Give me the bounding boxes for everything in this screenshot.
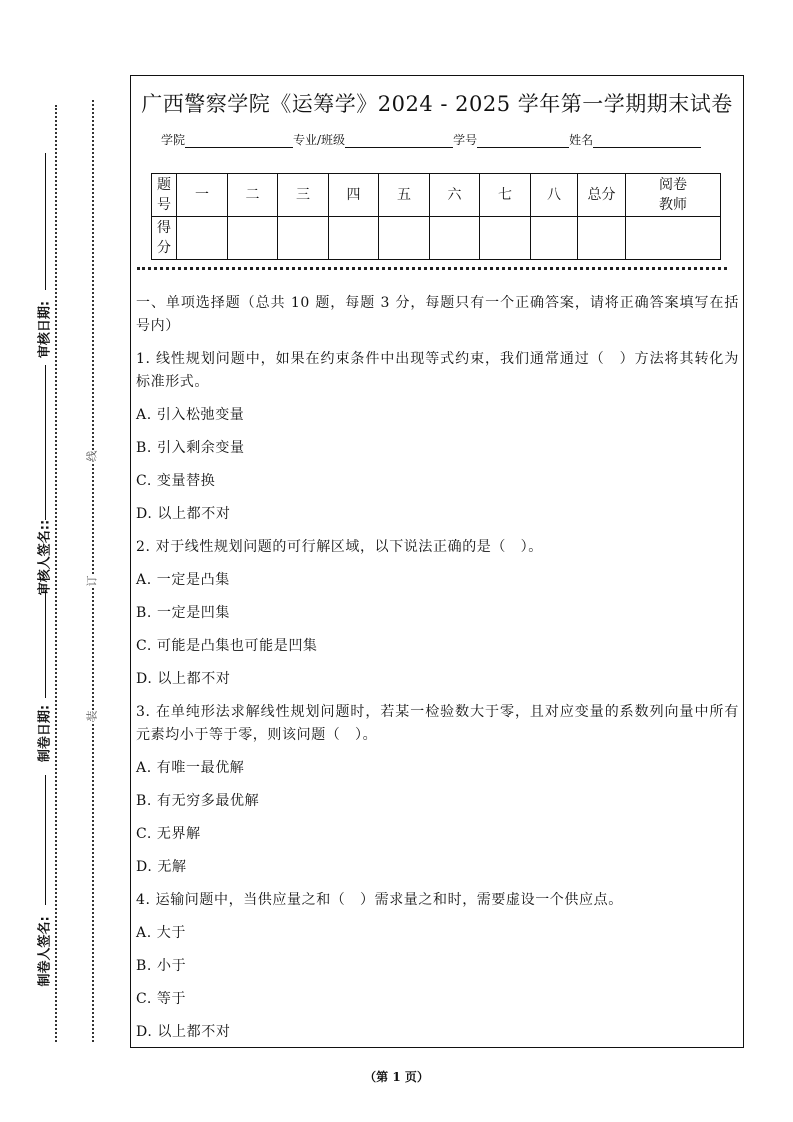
reviewer-sign-label: 审核人签名:: (37, 519, 53, 596)
option: C. 变量替换 (136, 473, 216, 489)
score-table (151, 173, 721, 260)
binding-mark-staple: 订 (85, 575, 99, 587)
option: A. 一定是凸集 (136, 572, 230, 588)
option: B. 一定是凹集 (136, 605, 230, 621)
signature-line (45, 153, 46, 290)
question-stem: 4. 运输问题中，当供应量之和（ ）需求量之和时，需要虚设一个供应点。 (136, 892, 623, 908)
binding-dotted-line-outer (55, 105, 57, 1042)
col-1: 一 (177, 174, 228, 217)
col-grader: 阅卷 教师 (626, 174, 721, 217)
option: A. 引入松弛变量 (136, 407, 245, 423)
score-table-header-row (152, 174, 721, 217)
signature-line (45, 775, 46, 905)
row-label-question: 题 号 (152, 174, 177, 217)
col-5: 五 (379, 174, 430, 217)
option: C. 无界解 (136, 826, 201, 842)
college-blank[interactable] (185, 133, 293, 148)
col-2: 二 (228, 174, 278, 217)
major-class-blank[interactable] (345, 133, 453, 148)
field-label-major-class: 专业/班级 (293, 133, 346, 147)
student-id-blank[interactable] (477, 133, 569, 148)
student-info-row (161, 131, 701, 148)
option: B. 有无穷多最优解 (136, 793, 260, 809)
option: A. 大于 (136, 925, 187, 941)
question-stem: 3. 在单纯形法求解线性规划问题时，若某一检验数大于零，且对应变量的系数列向量中所有元素均小于等于零，则该问题（ ）。 (136, 704, 739, 743)
score-cell[interactable] (177, 217, 228, 260)
question-stem: 2. 对于线性规划问题的可行解区域，以下说法正确的是（ ）。 (136, 539, 543, 555)
signature-line (45, 365, 46, 520)
option: B. 引入剩余变量 (136, 440, 245, 456)
maker-date-label: 制卷日期: (37, 704, 53, 763)
binding-dotted-line-inner (92, 100, 94, 1042)
option: D. 无解 (136, 859, 187, 875)
score-cell[interactable] (278, 217, 329, 260)
grader-cell[interactable] (626, 217, 721, 260)
exam-page-frame (130, 75, 744, 1048)
option: C. 可能是凸集也可能是凹集 (136, 638, 318, 654)
col-4: 四 (329, 174, 379, 217)
score-cell[interactable] (329, 217, 379, 260)
score-cell[interactable] (379, 217, 430, 260)
score-table-score-row (152, 217, 721, 260)
col-8: 八 (531, 174, 578, 217)
option: C. 等于 (136, 991, 187, 1007)
col-3: 三 (278, 174, 329, 217)
maker-sign-label: 制卷人签名: (37, 916, 53, 987)
score-cell[interactable] (430, 217, 480, 260)
option: B. 小于 (136, 958, 187, 974)
review-date-label: 审核日期: (37, 300, 53, 359)
row-label-score: 得 分 (152, 217, 177, 260)
signature-line (45, 590, 46, 698)
question-stem: 1. 线性规划问题中，如果在约束条件中出现等式约束，我们通常通过（ ）方法将其转化为标准形式。 (136, 351, 739, 390)
option: A. 有唯一最优解 (136, 760, 245, 776)
score-cell-total[interactable] (578, 217, 626, 260)
field-label-name: 姓名 (569, 133, 594, 147)
option: D. 以上都不对 (136, 671, 231, 687)
score-cell[interactable] (480, 217, 531, 260)
section-heading: 一、单项选择题（总共 10 题，每题 3 分，每题只有一个正确答案，请将正确答案填写在括号内） (136, 295, 739, 334)
option: D. 以上都不对 (136, 1024, 231, 1040)
field-label-college: 学院 (161, 133, 186, 147)
col-7: 七 (480, 174, 531, 217)
page-number: （第 1 页） (364, 1070, 429, 1084)
col-6: 六 (430, 174, 480, 217)
field-label-student-id: 学号 (453, 133, 478, 147)
name-blank[interactable] (593, 133, 701, 148)
score-cell[interactable] (228, 217, 278, 260)
score-cell[interactable] (531, 217, 578, 260)
exam-title: 广西警察学院《运筹学》2024 - 2025 学年第一学期期末试卷 (141, 92, 733, 116)
col-total: 总分 (578, 174, 626, 217)
header-divider (137, 267, 727, 270)
option: D. 以上都不对 (136, 506, 231, 522)
question-section (136, 292, 739, 1054)
binding-mark-bind: 装 (85, 710, 99, 722)
binding-mark-line: 线 (85, 450, 99, 462)
